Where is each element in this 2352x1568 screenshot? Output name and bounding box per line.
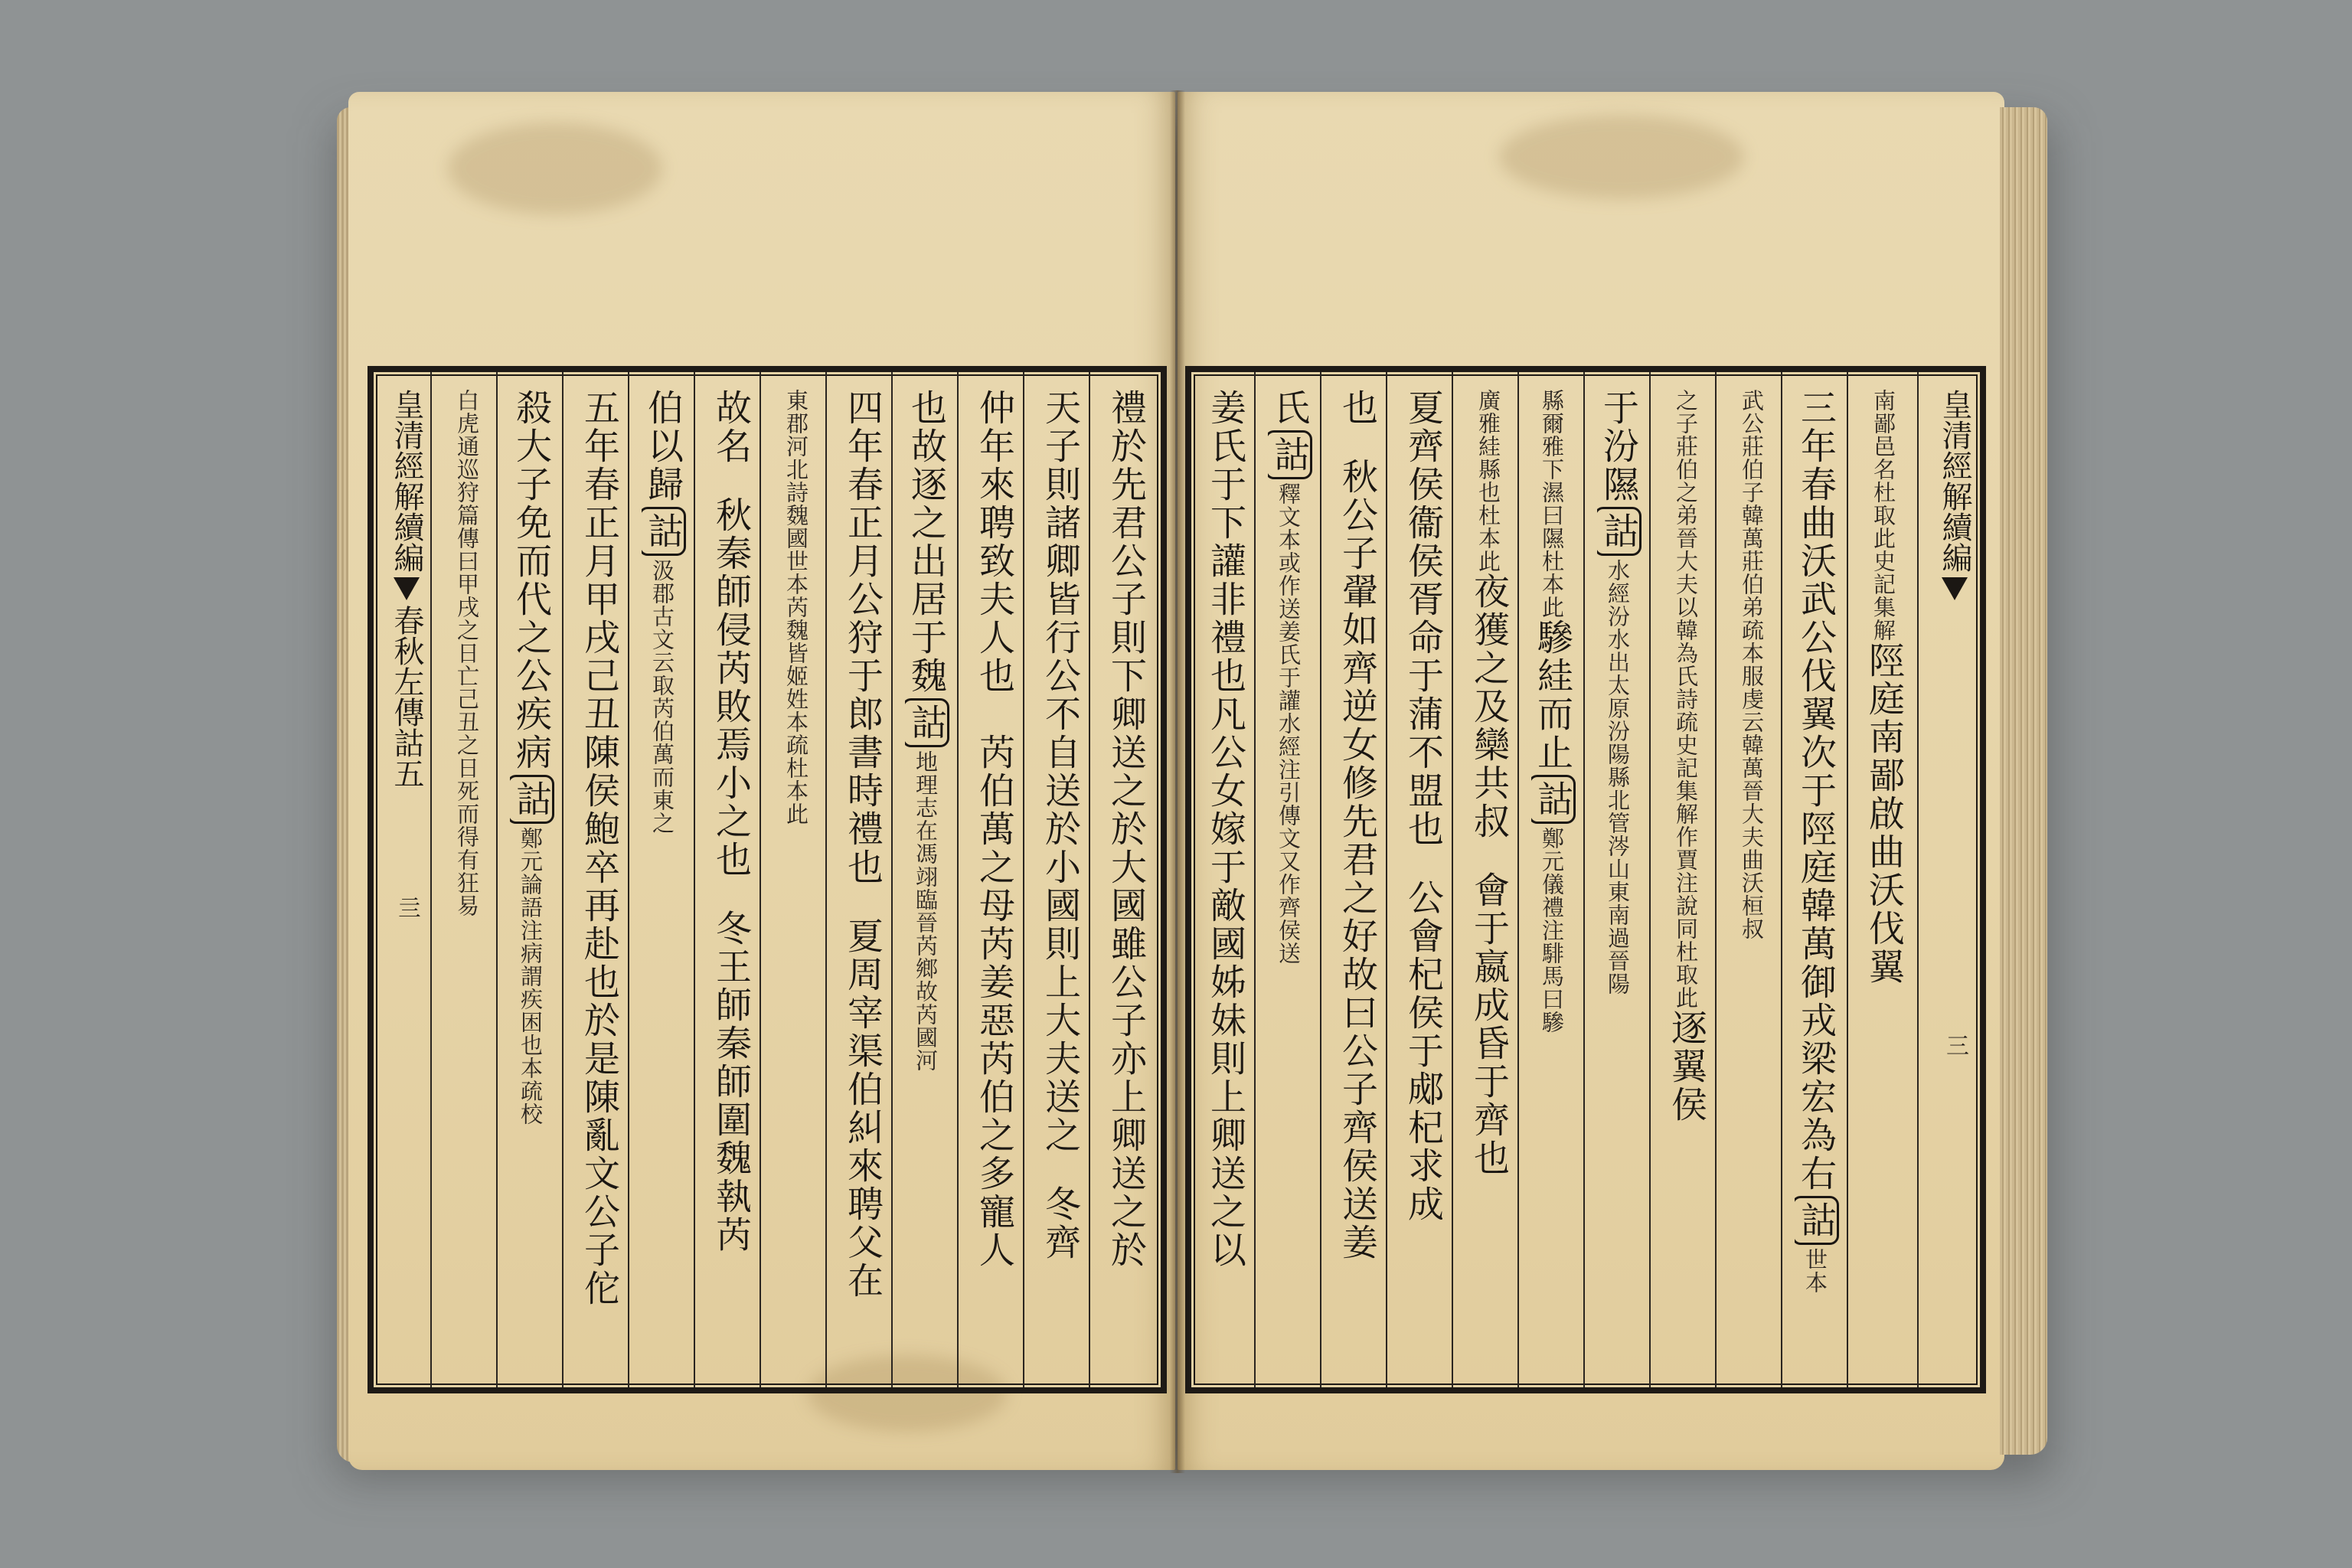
text-column (905, 389, 949, 1377)
right-text-frame (1185, 366, 1986, 1393)
commentary-note: 水經汾水出太原汾陽縣北管涔山東南過晉陽 (1605, 559, 1631, 995)
gu-annotation-marker: 詁 (1531, 775, 1576, 824)
column-rule (562, 372, 564, 1387)
commentary-note: 賈注說同杜取此 (1673, 848, 1699, 1009)
main-text: 故名 (710, 389, 752, 466)
text-column (1663, 389, 1707, 1377)
text-column (444, 389, 488, 1377)
main-text: 驂絓而止 (1531, 619, 1573, 772)
commentary-note: 鄭元儀禮注騑馬曰驂 (1539, 827, 1565, 1034)
commentary-note: 服虔云韓萬晉大夫曲沃桓叔 (1739, 665, 1765, 940)
commentary-note: 鄭元論語注病謂疾困也 (518, 827, 544, 1057)
gu-annotation-marker: 詁 (1795, 1196, 1839, 1245)
text-column (839, 389, 884, 1377)
fish-tail-mark (394, 577, 420, 600)
column-rule (1452, 372, 1453, 1387)
main-text: 夏周宰渠伯糾來聘父在 (841, 917, 884, 1300)
right-center-strip (1926, 389, 1974, 1377)
main-text: 秋公子翬如齊逆女修先君之好故曰公子齊侯送姜 (1336, 458, 1378, 1262)
book-title: 皇清經解續編 (1937, 389, 1972, 573)
main-text: 秋秦師侵芮敗焉小之也 (710, 496, 752, 879)
column-rule (760, 372, 761, 1387)
main-text: 也 (1336, 389, 1378, 427)
commentary-note: 世本 (1802, 1248, 1828, 1294)
gu-annotation-marker: 詁 (1268, 430, 1312, 479)
commentary-note: 杜取此 (1870, 481, 1896, 550)
commentary-note: 白虎通巡狩篇傳曰甲戌之日亡己丑之日死而得有狂易 (454, 389, 480, 917)
book-title: 皇清經解續編 (389, 389, 424, 573)
right-page-edges (2000, 107, 2047, 1455)
commentary-note: 縣爾雅下濕曰隰 (1539, 389, 1565, 550)
text-column (1268, 389, 1312, 1377)
section-title: 春秋左傳詁五 (389, 605, 424, 789)
commentary-note: 本疏校 (518, 1057, 544, 1125)
text-column (1795, 389, 1839, 1377)
column-rule (430, 372, 432, 1387)
main-text: 冬齊 (1039, 1185, 1081, 1262)
text-column (510, 389, 554, 1377)
text-column (1531, 389, 1576, 1377)
commentary-note: 之子莊伯之弟晉大夫以韓為氏 (1673, 389, 1699, 688)
text-column (1465, 389, 1510, 1377)
text-column (1400, 389, 1444, 1377)
text-column (1860, 389, 1905, 1377)
main-text: 陘庭南鄙啟曲沃伐翼 (1863, 642, 1905, 986)
column-rule (1847, 372, 1848, 1387)
text-column (707, 389, 752, 1377)
commentary-note: 詩疏史記集解作 (1673, 688, 1699, 848)
commentary-note: 南鄙邑名 (1870, 389, 1896, 481)
commentary-note: 釋文本或作送姜氏于讙水經注引傳文又作齊侯送 (1276, 482, 1302, 965)
commentary-note: 杜本此 (1475, 504, 1501, 573)
commentary-note: 地理志在馮翊臨晉芮鄉故芮國河 (913, 750, 939, 1072)
text-column (773, 389, 818, 1377)
main-text: 五年春正月甲戌己丑陳侯鮑卒再赴也於是陳亂文公子佗 (578, 389, 620, 1308)
left-text-frame (368, 366, 1167, 1393)
column-rule (1649, 372, 1651, 1387)
column-rule (694, 372, 695, 1387)
main-text: 也故逐之出居于魏 (905, 389, 947, 695)
main-text: 三年春曲沃武公伐翼次于陘庭韓萬御戎梁宏為右 (1795, 389, 1837, 1193)
text-column (1202, 389, 1246, 1377)
main-text: 公會杞侯于郕杞求成 (1402, 879, 1444, 1223)
column-rule (1023, 372, 1024, 1387)
main-text: 天子則諸卿皆行公不自送於小國則上大夫送之 (1039, 389, 1081, 1155)
column-rule (496, 372, 498, 1387)
commentary-note: 史記集解 (1870, 550, 1896, 642)
column-rule (1583, 372, 1585, 1387)
commentary-note: 本疏杜本此 (783, 710, 809, 825)
gu-annotation-marker: 詁 (642, 507, 686, 556)
text-column (576, 389, 620, 1377)
column-rule (1254, 372, 1256, 1387)
main-text: 氏 (1268, 389, 1310, 427)
text-column (1102, 389, 1147, 1377)
gu-annotation-marker: 詁 (1597, 507, 1642, 556)
main-text: 冬王師秦師圍魏執芮 (710, 910, 752, 1254)
main-text: 于汾隰 (1597, 389, 1639, 504)
fish-tail-mark (1942, 577, 1968, 600)
commentary-note: 東郡河北詩魏國世本芮魏皆姬姓 (783, 389, 809, 710)
column-rule (1917, 372, 1919, 1387)
text-column (1729, 389, 1773, 1377)
column-rule (1320, 372, 1321, 1387)
main-text: 姜氏于下讙非禮也凡公女嫁于敵國姊妹則上卿送之以 (1204, 389, 1246, 1269)
page-number: 亖 (394, 896, 420, 919)
gu-annotation-marker: 詁 (510, 775, 554, 824)
text-column (642, 389, 686, 1377)
main-text: 殺大子免而代之公疾病 (510, 389, 552, 772)
column-rule (891, 372, 893, 1387)
paper-stain (448, 122, 662, 214)
column-rule (1517, 372, 1519, 1387)
gu-annotation-marker: 詁 (905, 698, 949, 747)
column-rule (957, 372, 959, 1387)
column-rule (628, 372, 629, 1387)
column-rule (1089, 372, 1090, 1387)
book-gutter (1170, 90, 1185, 1473)
text-column (1037, 389, 1081, 1377)
main-text: 仲年來聘致夫人也 (973, 389, 1015, 695)
column-rule (1781, 372, 1782, 1387)
main-text: 四年春正月公狩于郎書時禮也 (841, 389, 884, 887)
main-text: 禮於先君公子則下卿送之於大國雖公子亦上卿送之於 (1105, 389, 1147, 1269)
main-text: 會于嬴成昏于齊也 (1468, 871, 1510, 1178)
commentary-note: 疏本 (1739, 619, 1765, 665)
main-text: 夏齊侯衞侯胥命于蒲不盟也 (1402, 389, 1444, 848)
column-rule (1386, 372, 1387, 1387)
main-text: 芮伯萬之母芮姜惡芮伯之多寵人 (973, 733, 1015, 1269)
column-rule (825, 372, 827, 1387)
column-rule (1715, 372, 1717, 1387)
commentary-note: 廣雅絓縣也 (1475, 389, 1501, 504)
paper-stain (1499, 115, 1744, 199)
commentary-note: 汲郡古文云取芮伯萬而東之 (649, 559, 675, 835)
main-text: 逐翼侯 (1665, 1009, 1707, 1124)
page-number: 三 (1942, 1034, 1968, 1057)
main-text: 夜獲之及欒共叔 (1468, 573, 1510, 841)
text-column (1597, 389, 1642, 1377)
main-text: 伯以歸 (642, 389, 684, 504)
text-column (971, 389, 1015, 1377)
commentary-note: 杜本此 (1539, 550, 1565, 619)
commentary-note: 武公莊伯子韓萬莊伯弟 (1739, 389, 1765, 619)
left-center-strip (378, 389, 426, 1377)
text-column (1334, 389, 1378, 1377)
